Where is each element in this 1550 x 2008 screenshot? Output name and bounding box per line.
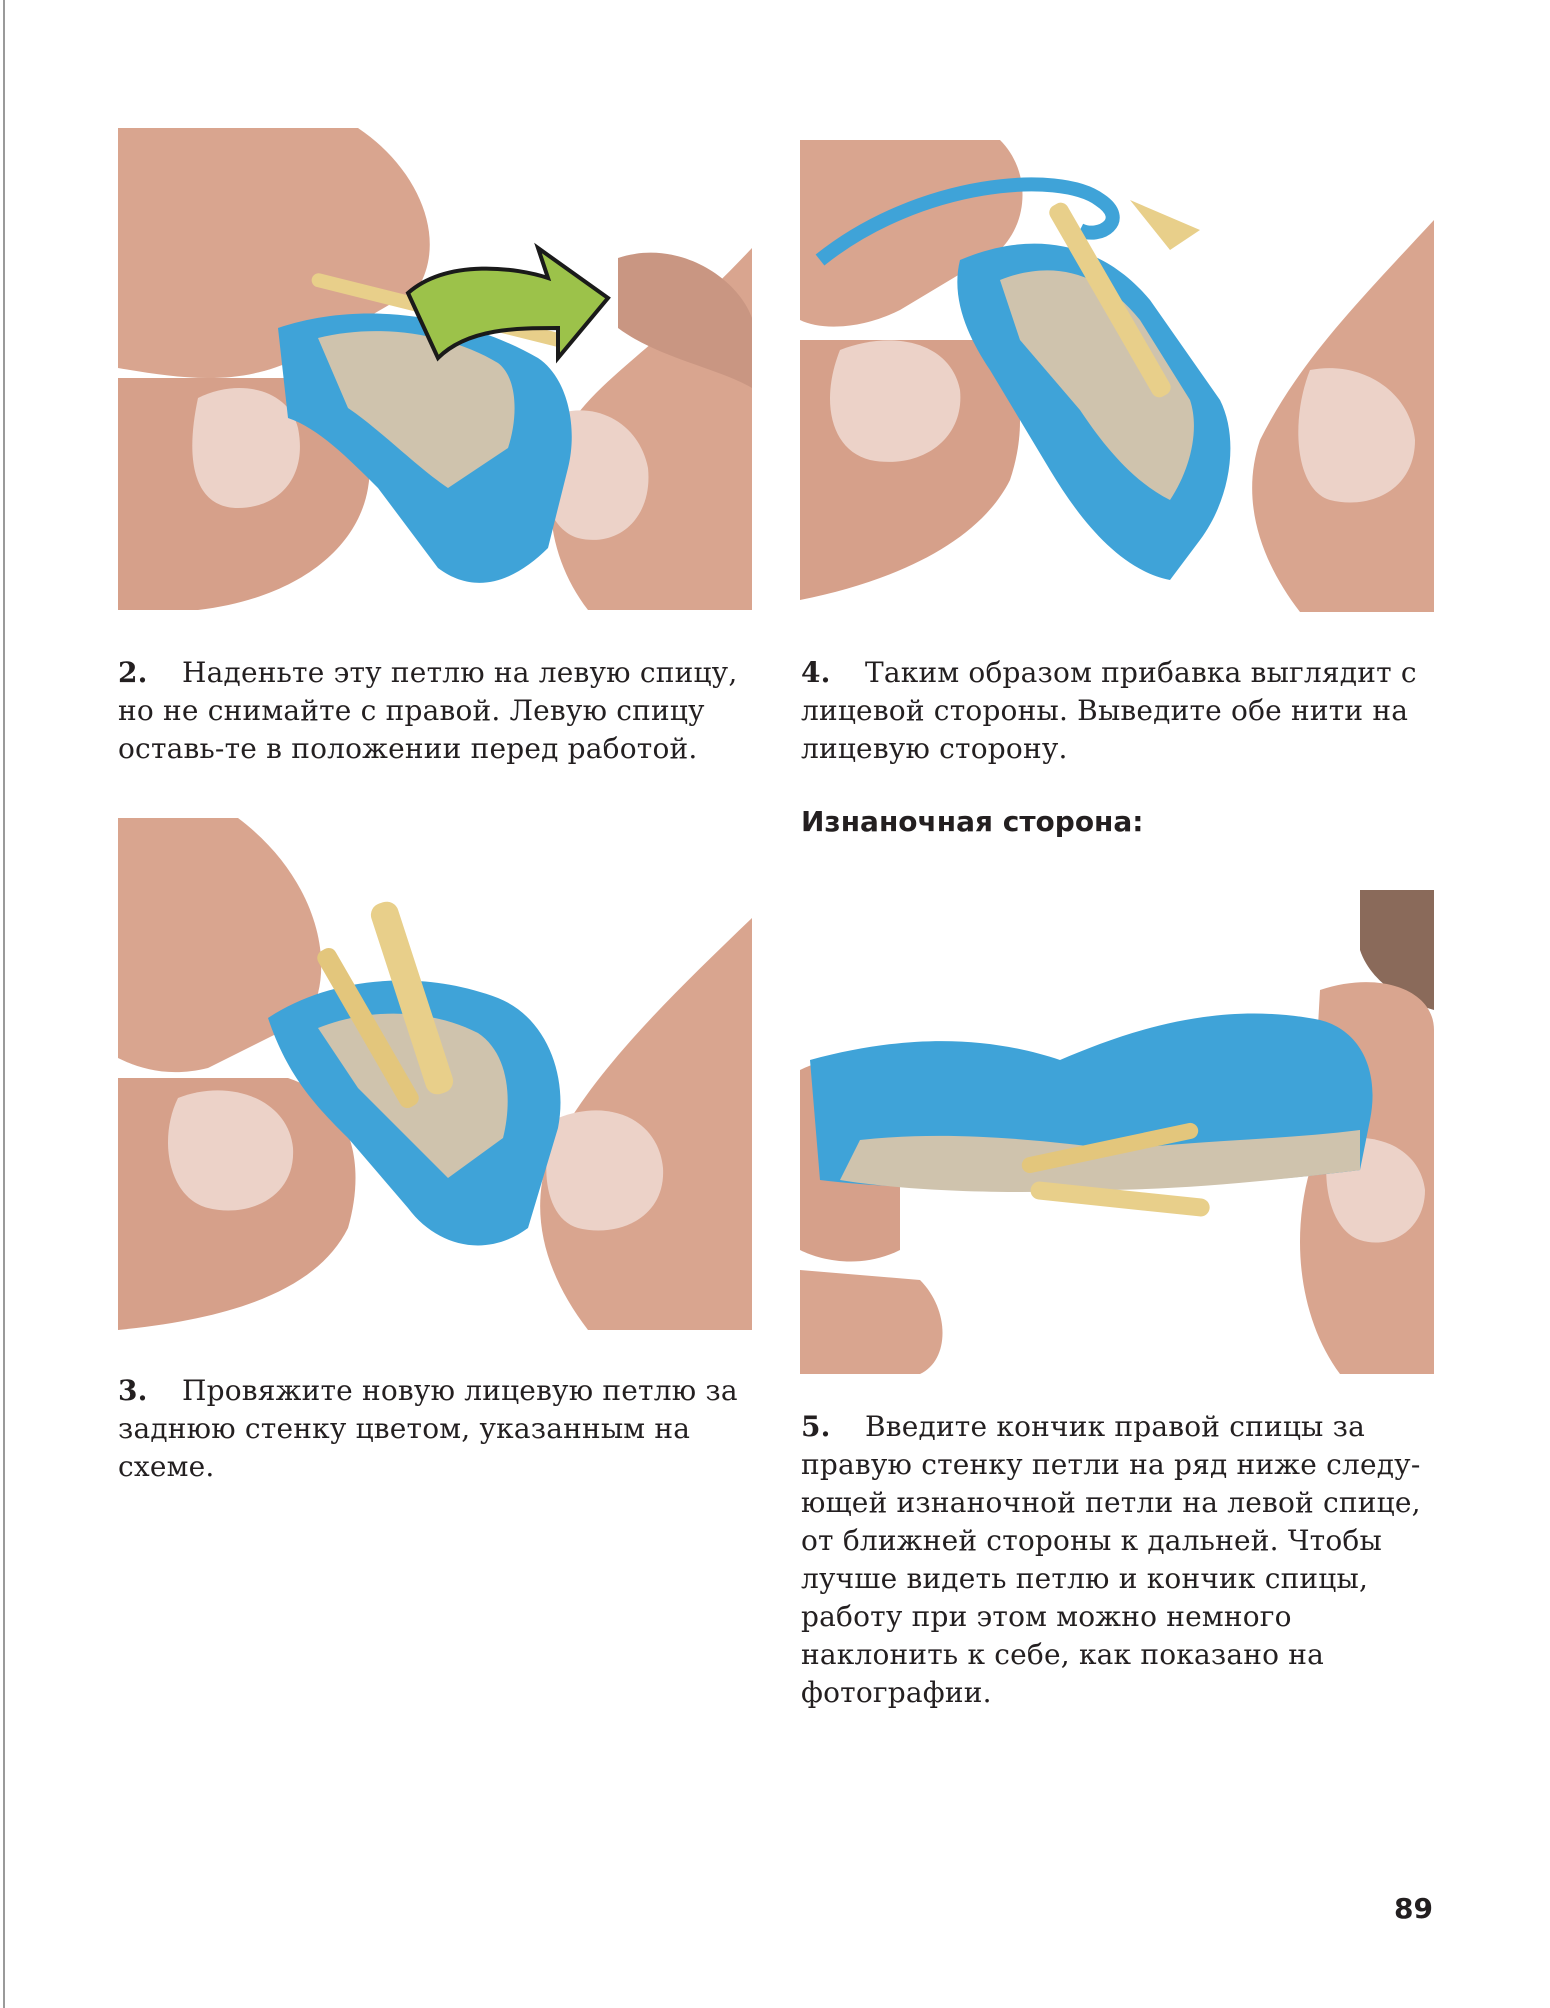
- step-5-text: [801, 1408, 1441, 1712]
- photo-step-5: [800, 890, 1434, 1374]
- photo-step-3: [118, 818, 752, 1330]
- section-heading: Изнаночная сторона:: [801, 805, 1144, 838]
- photo-step-2: [118, 128, 752, 610]
- step-number: 2.: [118, 656, 148, 689]
- page-number: 89: [1394, 1892, 1433, 1925]
- step-description: Таким образом прибавка выглядит с лицевой стороны. Выведите обе нити на лицевую сторону.: [801, 656, 1417, 765]
- step-3-text: [118, 1372, 758, 1486]
- step-description: Наденьте эту петлю на левую спицу, но не снимайте с правой. Левую спицу оставь-те в положении перед работой.: [118, 656, 738, 765]
- photo-step-4: [800, 140, 1434, 612]
- step-4-text: [801, 654, 1441, 768]
- step-description: Провяжите новую лицевую петлю за заднюю стенку цветом, указанным на схеме.: [118, 1374, 738, 1483]
- page-edge-line: [3, 0, 5, 2008]
- step-2-text: [118, 654, 758, 768]
- step-number: 5.: [801, 1410, 831, 1443]
- step-number: 3.: [118, 1374, 148, 1407]
- step-number: 4.: [801, 656, 831, 689]
- step-description: Введите кончик правой спицы за правую стенку петли на ряд ниже следу-ющей изнаночной петли на левой спице, от ближней стороны к дальней. Чтобы лучше видеть петлю и кончик спицы, работу при этом можно немного наклонить к себе, как показано на фотографии.: [801, 1410, 1421, 1709]
